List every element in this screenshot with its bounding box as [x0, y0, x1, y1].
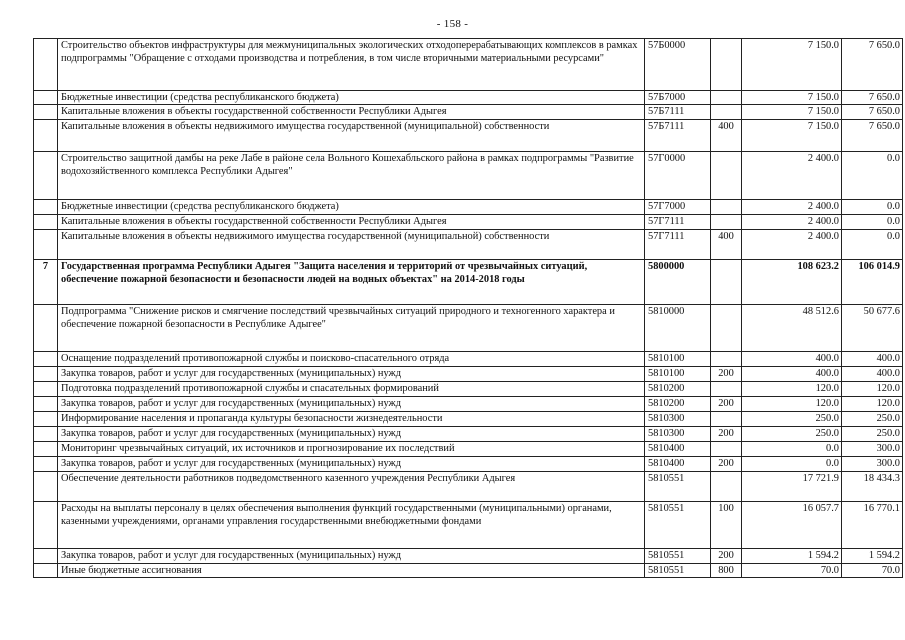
row-number-cell [34, 427, 58, 442]
amount-2016-cell: 7 650.0 [842, 91, 903, 105]
amount-2016-cell: 7 650.0 [842, 39, 903, 91]
table-row [34, 367, 903, 382]
row-number-cell [34, 305, 58, 352]
target-article-code-cell: 5810400 [645, 442, 711, 457]
amount-2016-cell: 250.0 [842, 427, 903, 442]
target-article-code-cell: 5810551 [645, 549, 711, 564]
expense-type-code-cell [711, 39, 742, 91]
table-row [34, 305, 903, 352]
expense-name-cell: Иные бюджетные ассигнования [58, 564, 645, 578]
amount-2016-cell: 7 650.0 [842, 120, 903, 152]
target-article-code-cell: 57Г7000 [645, 200, 711, 215]
amount-2015-cell: 7 150.0 [742, 39, 842, 91]
table-row [34, 260, 903, 305]
amount-2016-cell: 0.0 [842, 230, 903, 260]
expense-name-cell: Информирование населения и пропаганда культуры безопасности жизнедеятельности [58, 412, 645, 427]
table-row [34, 200, 903, 215]
row-number-cell [34, 549, 58, 564]
expense-type-code-cell [711, 215, 742, 230]
expense-name-cell: Расходы на выплаты персоналу в целях обеспечения выполнения функций государственными (муниципальными) органами, казенными учреждениями, органами управления государственными внебюджетными фондами [58, 502, 645, 549]
expense-name-cell: Капитальные вложения в объекты государственной собственности Республики Адыгея [58, 105, 645, 120]
row-number-cell [34, 367, 58, 382]
page-number: - 158 - [436, 18, 469, 30]
amount-2016-cell: 0.0 [842, 152, 903, 200]
budget-table-body [34, 39, 903, 578]
amount-2016-cell: 300.0 [842, 457, 903, 472]
expense-type-code-cell [711, 472, 742, 502]
expense-name-cell: Капитальные вложения в объекты недвижимого имущества государственной (муниципальной) собственности [58, 230, 645, 260]
amount-2015-cell: 108 623.2 [742, 260, 842, 305]
row-number-cell [34, 412, 58, 427]
table-row [34, 442, 903, 457]
expense-type-code-cell: 100 [711, 502, 742, 549]
amount-2015-cell: 120.0 [742, 382, 842, 397]
table-row [34, 457, 903, 472]
amount-2015-cell: 1 594.2 [742, 549, 842, 564]
expense-name-cell: Бюджетные инвестиции (средства республиканского бюджета) [58, 91, 645, 105]
table-row [34, 352, 903, 367]
table-row [34, 397, 903, 412]
expense-name-cell: Капитальные вложения в объекты государственной собственности Республики Адыгея [58, 215, 645, 230]
target-article-code-cell: 5810100 [645, 367, 711, 382]
table-row [34, 152, 903, 200]
expense-name-cell: Подпрограмма "Снижение рисков и смягчение последствий чрезвычайных ситуаций природного и техногенного характера и обеспечение пожарной безопасности в Республике Адыгее" [58, 305, 645, 352]
expense-type-code-cell [711, 91, 742, 105]
amount-2015-cell: 0.0 [742, 457, 842, 472]
row-number-cell [34, 152, 58, 200]
row-number-cell [34, 91, 58, 105]
expense-name-cell: Подготовка подразделений противопожарной службы и спасательных формирований [58, 382, 645, 397]
expense-type-code-cell [711, 305, 742, 352]
target-article-code-cell: 5810200 [645, 397, 711, 412]
expense-type-code-cell [711, 200, 742, 215]
amount-2016-cell: 120.0 [842, 397, 903, 412]
row-number-cell [34, 442, 58, 457]
expense-type-code-cell: 200 [711, 367, 742, 382]
expense-type-code-cell: 200 [711, 427, 742, 442]
expense-name-cell: Строительство объектов инфраструктуры для межмуниципальных экологических отходоперерабатывающих комплексов в рамках подпрограммы "Обращение с отходами производства и потребления, в том числе вторичными материальными ресурсами" [58, 39, 645, 91]
target-article-code-cell: 5810200 [645, 382, 711, 397]
expense-type-code-cell: 200 [711, 457, 742, 472]
target-article-code-cell: 57Г7111 [645, 230, 711, 260]
expense-type-code-cell [711, 382, 742, 397]
row-number-cell: 7 [34, 260, 58, 305]
expense-type-code-cell: 400 [711, 230, 742, 260]
amount-2015-cell: 2 400.0 [742, 230, 842, 260]
row-number-cell [34, 397, 58, 412]
expense-type-code-cell [711, 260, 742, 305]
row-number-cell [34, 215, 58, 230]
amount-2016-cell: 0.0 [842, 200, 903, 215]
target-article-code-cell: 57Б7000 [645, 91, 711, 105]
row-number-cell [34, 352, 58, 367]
expense-type-code-cell [711, 412, 742, 427]
amount-2016-cell: 250.0 [842, 412, 903, 427]
table-row [34, 382, 903, 397]
row-number-cell [34, 120, 58, 152]
target-article-code-cell: 5810551 [645, 502, 711, 549]
expense-name-cell: Строительство защитной дамбы на реке Лабе в районе села Вольного Кошехабльского района в рамках подпрограммы "Развитие водохозяйственного комплекса Республики Адыгея" [58, 152, 645, 200]
target-article-code-cell: 5800000 [645, 260, 711, 305]
row-number-cell [34, 230, 58, 260]
amount-2015-cell: 17 721.9 [742, 472, 842, 502]
amount-2015-cell: 0.0 [742, 442, 842, 457]
row-number-cell [34, 382, 58, 397]
amount-2016-cell: 300.0 [842, 442, 903, 457]
expense-type-code-cell [711, 442, 742, 457]
target-article-code-cell: 5810300 [645, 427, 711, 442]
amount-2015-cell: 16 057.7 [742, 502, 842, 549]
amount-2015-cell: 250.0 [742, 412, 842, 427]
target-article-code-cell: 5810551 [645, 472, 711, 502]
expense-name-cell: Закупка товаров, работ и услуг для государственных (муниципальных) нужд [58, 549, 645, 564]
expense-type-code-cell [711, 352, 742, 367]
expense-type-code-cell: 800 [711, 564, 742, 578]
expense-type-code-cell: 400 [711, 120, 742, 152]
table-row [34, 549, 903, 564]
table-row [34, 215, 903, 230]
amount-2016-cell: 16 770.1 [842, 502, 903, 549]
expense-name-cell: Обеспечение деятельности работников подведомственного казенного учреждения Республики Адыгея [58, 472, 645, 502]
table-row [34, 427, 903, 442]
amount-2015-cell: 7 150.0 [742, 120, 842, 152]
amount-2015-cell: 120.0 [742, 397, 842, 412]
amount-2015-cell: 70.0 [742, 564, 842, 578]
amount-2015-cell: 2 400.0 [742, 200, 842, 215]
target-article-code-cell: 5810000 [645, 305, 711, 352]
expense-name-cell: Оснащение подразделений противопожарной службы и поисково-спасательного отряда [58, 352, 645, 367]
amount-2016-cell: 70.0 [842, 564, 903, 578]
amount-2016-cell: 1 594.2 [842, 549, 903, 564]
expense-name-cell: Закупка товаров, работ и услуг для государственных (муниципальных) нужд [58, 367, 645, 382]
target-article-code-cell: 57Г0000 [645, 152, 711, 200]
row-number-cell [34, 502, 58, 549]
table-row [34, 472, 903, 502]
target-article-code-cell: 57Г7111 [645, 215, 711, 230]
row-number-cell [34, 472, 58, 502]
expense-name-cell: Государственная программа Республики Адыгея "Защита населения и территорий от чрезвычайных ситуаций, обеспечение пожарной безопасности и безопасности людей на водных объектах" на 2014-2018 годы [58, 260, 645, 305]
amount-2016-cell: 400.0 [842, 367, 903, 382]
table-row [34, 120, 903, 152]
amount-2015-cell: 2 400.0 [742, 215, 842, 230]
target-article-code-cell: 57Б7111 [645, 105, 711, 120]
expense-name-cell: Закупка товаров, работ и услуг для государственных (муниципальных) нужд [58, 427, 645, 442]
table-row [34, 105, 903, 120]
table-row [34, 564, 903, 578]
target-article-code-cell: 5810551 [645, 564, 711, 578]
expense-name-cell: Закупка товаров, работ и услуг для государственных (муниципальных) нужд [58, 397, 645, 412]
row-number-cell [34, 564, 58, 578]
amount-2016-cell: 7 650.0 [842, 105, 903, 120]
amount-2015-cell: 400.0 [742, 352, 842, 367]
table-row [34, 39, 903, 91]
table-row [34, 230, 903, 260]
amount-2016-cell: 120.0 [842, 382, 903, 397]
row-number-cell [34, 105, 58, 120]
amount-2015-cell: 250.0 [742, 427, 842, 442]
amount-2016-cell: 106 014.9 [842, 260, 903, 305]
row-number-cell [34, 200, 58, 215]
expense-type-code-cell: 200 [711, 549, 742, 564]
expense-name-cell: Капитальные вложения в объекты недвижимого имущества государственной (муниципальной) собственности [58, 120, 645, 152]
budget-table [33, 38, 903, 578]
amount-2015-cell: 400.0 [742, 367, 842, 382]
expense-name-cell: Закупка товаров, работ и услуг для государственных (муниципальных) нужд [58, 457, 645, 472]
expense-name-cell: Мониторинг чрезвычайных ситуаций, их источников и прогнозирование их последствий [58, 442, 645, 457]
target-article-code-cell: 57Б0000 [645, 39, 711, 91]
amount-2015-cell: 48 512.6 [742, 305, 842, 352]
amount-2015-cell: 2 400.0 [742, 152, 842, 200]
target-article-code-cell: 5810300 [645, 412, 711, 427]
amount-2016-cell: 50 677.6 [842, 305, 903, 352]
amount-2015-cell: 7 150.0 [742, 105, 842, 120]
row-number-cell [34, 39, 58, 91]
expense-type-code-cell [711, 105, 742, 120]
expense-type-code-cell [711, 152, 742, 200]
target-article-code-cell: 57Б7111 [645, 120, 711, 152]
expense-type-code-cell: 200 [711, 397, 742, 412]
row-number-cell [34, 457, 58, 472]
table-row [34, 91, 903, 105]
amount-2016-cell: 400.0 [842, 352, 903, 367]
table-row [34, 412, 903, 427]
amount-2016-cell: 18 434.3 [842, 472, 903, 502]
expense-name-cell: Бюджетные инвестиции (средства республиканского бюджета) [58, 200, 645, 215]
target-article-code-cell: 5810400 [645, 457, 711, 472]
amount-2015-cell: 7 150.0 [742, 91, 842, 105]
table-row [34, 502, 903, 549]
amount-2016-cell: 0.0 [842, 215, 903, 230]
target-article-code-cell: 5810100 [645, 352, 711, 367]
